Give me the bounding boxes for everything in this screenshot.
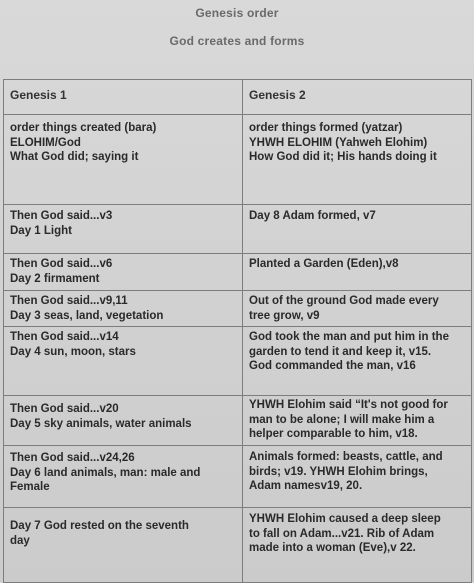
intro-genesis-1: order things created (bara) ELOHIM/God What God did; saying it bbox=[4, 115, 243, 205]
row-7-genesis-2: YHWH Elohim caused a deep sleep to fall on Adam...v21. Rib of Adam made into a woman (Eve),v 22. bbox=[243, 508, 472, 583]
document-title: Genesis order bbox=[195, 6, 279, 20]
document-subtitle: God creates and forms bbox=[169, 34, 305, 48]
row-1-genesis-2: Day 8 Adam formed, v7 bbox=[243, 205, 472, 254]
header-genesis-1: Genesis 1 bbox=[4, 79, 243, 115]
row-5-genesis-1: Then God said...v20 Day 5 sky animals, water animals bbox=[4, 396, 243, 446]
row-2-genesis-2: Planted a Garden (Eden),v8 bbox=[243, 254, 472, 291]
row-6-genesis-1: Then God said...v24,26 Day 6 land animals, man: male and Female bbox=[4, 446, 243, 508]
row-4-genesis-1: Then God said...v14 Day 4 sun, moon, stars bbox=[4, 327, 243, 396]
row-2-genesis-1: Then God said...v6 Day 2 firmament bbox=[4, 254, 243, 291]
header-genesis-2: Genesis 2 bbox=[243, 79, 472, 115]
row-5-genesis-2: YHWH Elohim said “It's not good for man to be alone; I will make him a helper comparable to him, v18. bbox=[243, 396, 472, 446]
row-3-genesis-1: Then God said...v9,11 Day 3 seas, land, vegetation bbox=[4, 291, 243, 327]
row-4-genesis-2: God took the man and put him in the garden to tend it and keep it, v15. God commanded the man, v16 bbox=[243, 327, 472, 396]
comparison-table bbox=[3, 79, 472, 583]
row-3-genesis-2: Out of the ground God made every tree grow, v9 bbox=[243, 291, 472, 327]
row-1-genesis-1: Then God said...v3 Day 1 Light bbox=[4, 205, 243, 254]
row-6-genesis-2: Animals formed: beasts, cattle, and birds; v19. YHWH Elohim brings, Adam namesv19, 20. bbox=[243, 446, 472, 508]
intro-genesis-2: order things formed (yatzar) YHWH ELOHIM (Yahweh Elohim) How God did it; His hands doing it bbox=[243, 115, 472, 205]
row-7-genesis-1: Day 7 God rested on the seventh day bbox=[4, 508, 243, 583]
